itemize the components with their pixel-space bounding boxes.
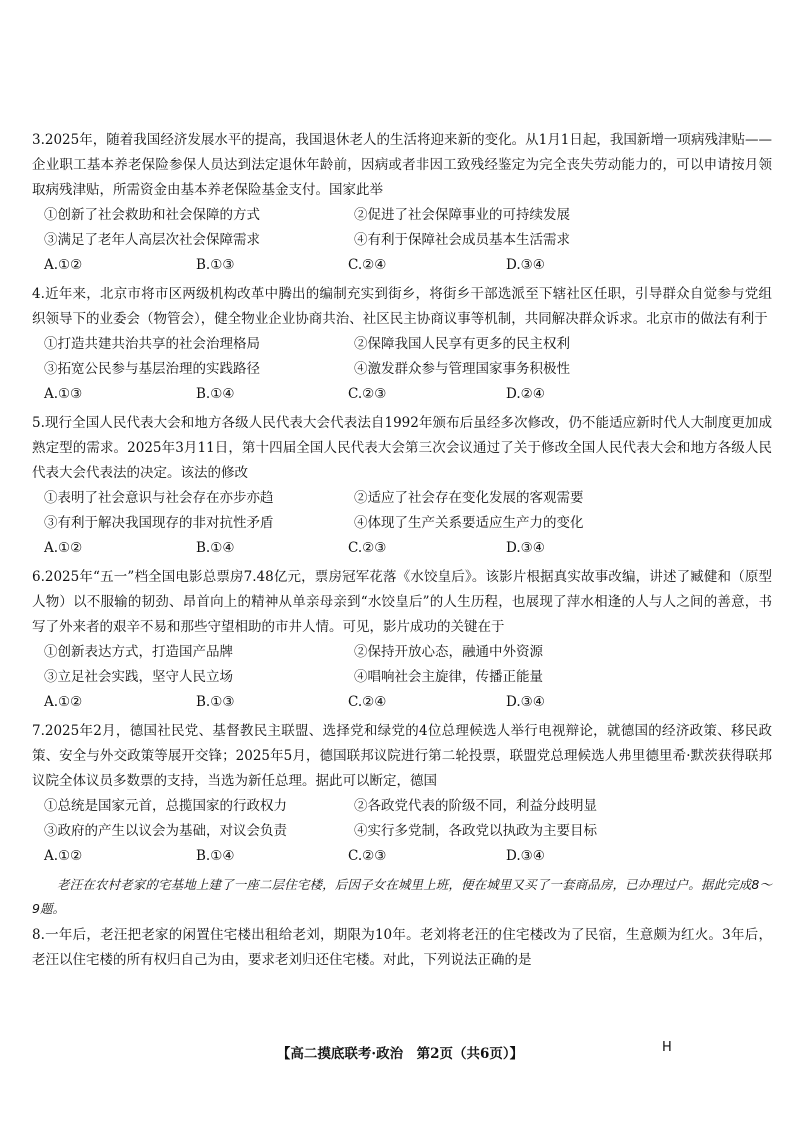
option-3: ③立足社会实践，坚守人民立场 bbox=[44, 669, 233, 685]
footer-mark: H bbox=[662, 1040, 672, 1055]
answer-c: C.②③ bbox=[348, 386, 387, 402]
question-stem: 8.一年后，老汪把老家的闲置住宅楼出租给老刘，期限为10年。老刘将老汪的住宅楼改为了民宿，生意颇为红火。3年后，老汪以住宅楼的所有权归自己为由，要求老刘归还住宅楼。对此，下列说法正确的是 bbox=[32, 927, 772, 968]
option-2: ②适应了社会存在变化发展的客观需要 bbox=[354, 490, 584, 506]
answer-b: B.①④ bbox=[196, 386, 235, 402]
answer-c: C.②④ bbox=[348, 257, 387, 273]
option-list bbox=[44, 332, 772, 382]
answer-choices bbox=[44, 844, 772, 869]
option-4: ④激发群众参与管理国家事务积极性 bbox=[354, 361, 570, 377]
option-2: ②保持开放心态，融通中外资源 bbox=[354, 644, 543, 660]
page-footer: 【高二摸底联考·政治 第2页（共6页）】 bbox=[276, 1046, 524, 1062]
option-3: ③拓宽公民参与基层治理的实践路径 bbox=[44, 361, 260, 377]
option-3: ③满足了老年人高层次社会保障需求 bbox=[44, 232, 260, 248]
option-list bbox=[44, 640, 772, 690]
answer-choices bbox=[44, 253, 772, 278]
answer-d: D.③④ bbox=[506, 540, 545, 556]
question-stem: 6.2025年“五一”档全国电影总票房7.48亿元，票房冠军花落《水饺皇后》。该影片根据真实故事改编，讲述了臧健和（原型人物）以不服输的韧劲、昂首向上的精神从单亲母亲到“水饺皇后”的人生历程，也展现了萍水相逢的人与人之间的善意，书写了外来者的艰辛不易和那些守望相助的市井人情。可见，影片成功的关键在于 bbox=[32, 569, 772, 635]
answer-b: B.①③ bbox=[196, 694, 235, 710]
option-2: ②各政党代表的阶级不同，利益分歧明显 bbox=[354, 798, 597, 814]
option-list bbox=[44, 794, 772, 844]
option-1: ①表明了社会意识与社会存在亦步亦趋 bbox=[44, 490, 274, 506]
option-2: ②保障我国人民享有更多的民主权利 bbox=[354, 336, 570, 352]
option-1: ①创新表达方式，打造国产品牌 bbox=[44, 644, 233, 660]
answer-choices bbox=[44, 382, 772, 407]
answer-b: B.①④ bbox=[196, 540, 235, 556]
answer-c: C.②④ bbox=[348, 694, 387, 710]
answer-c: C.②③ bbox=[348, 848, 387, 864]
answer-a: A.①② bbox=[44, 540, 83, 556]
exam-page bbox=[32, 128, 772, 973]
question-stem: 7.2025年2月，德国社民党、基督教民主联盟、选择党和绿党的4位总理候选人举行电视辩论，就德国的经济政策、移民政策、安全与外交政策等展开交锋；2025年5月，德国联邦议院进行第二轮投票，联盟党总理候选人弗里德里希·默茨获得联邦议院全体议员多数票的支持，当选为新任总理。据此可以断定，德国 bbox=[32, 723, 772, 789]
question-3 bbox=[32, 128, 772, 278]
option-4: ④实行多党制，各政党以执政为主要目标 bbox=[354, 823, 597, 839]
option-2: ②促进了社会保障事业的可持续发展 bbox=[354, 207, 570, 223]
answer-choices bbox=[44, 690, 772, 715]
question-stem: 3.2025年，随着我国经济发展水平的提高，我国退休老人的生活将迎来新的变化。从1月1日起，我国新增一项病残津贴——企业职工基本养老保险参保人员达到法定退休年龄前，因病或者非因工致残经鉴定为完全丧失劳动能力的，可以申请按月领取病残津贴，所需资金由基本养老保险基金支付。国家此举 bbox=[32, 132, 772, 198]
answer-d: D.③④ bbox=[506, 257, 545, 273]
question-4 bbox=[32, 282, 772, 407]
answer-a: A.①② bbox=[44, 694, 83, 710]
option-list bbox=[44, 203, 772, 253]
option-3: ③有利于解决我国现存的非对抗性矛盾 bbox=[44, 515, 274, 531]
question-7 bbox=[32, 719, 772, 869]
answer-b: B.①③ bbox=[196, 257, 235, 273]
option-4: ④唱响社会主旋律，传播正能量 bbox=[354, 669, 543, 685]
option-1: ①总统是国家元首，总揽国家的行政权力 bbox=[44, 798, 287, 814]
question-stem: 4.近年来，北京市将市区两级机构改革中腾出的编制充实到街乡，将街乡干部选派至下辖社区任职，引导群众自觉参与党组织领导下的业委会（物管会），健全物业企业协商共治、社区民主协商议事等机制，共同解决群众诉求。北京市的做法有利于 bbox=[32, 286, 772, 327]
option-4: ④有利于保障社会成员基本生活需求 bbox=[354, 232, 570, 248]
answer-d: D.③④ bbox=[506, 848, 545, 864]
question-5 bbox=[32, 411, 772, 561]
answer-d: D.③④ bbox=[506, 694, 545, 710]
answer-d: D.②④ bbox=[506, 386, 545, 402]
option-list bbox=[44, 486, 772, 536]
answer-choices bbox=[44, 536, 772, 561]
answer-c: C.②③ bbox=[348, 540, 387, 556]
answer-a: A.①② bbox=[44, 848, 83, 864]
shared-material: 老汪在农村老家的宅基地上建了一座二层住宅楼，后因子女在城里上班，便在城里又买了一套商品房，已办理过户。据此完成8～9题。 bbox=[32, 877, 772, 916]
answer-b: B.①④ bbox=[196, 848, 235, 864]
question-8 bbox=[32, 923, 772, 973]
option-1: ①创新了社会救助和社会保障的方式 bbox=[44, 207, 260, 223]
option-1: ①打造共建共治共享的社会治理格局 bbox=[44, 336, 260, 352]
option-3: ③政府的产生以议会为基础，对议会负责 bbox=[44, 823, 287, 839]
option-4: ④体现了生产关系要适应生产力的变化 bbox=[354, 515, 584, 531]
question-stem: 5.现行全国人民代表大会和地方各级人民代表大会代表法自1992年颁布后虽经多次修改，仍不能适应新时代人大制度更加成熟定型的需求。2025年3月11日，第十四届全国人民代表大会第三次会议通过了关于修改全国人民代表大会和地方各级人民代表大会代表法的决定。该法的修改 bbox=[32, 415, 772, 481]
question-6 bbox=[32, 565, 772, 715]
answer-a: A.①③ bbox=[44, 386, 83, 402]
answer-a: A.①② bbox=[44, 257, 83, 273]
